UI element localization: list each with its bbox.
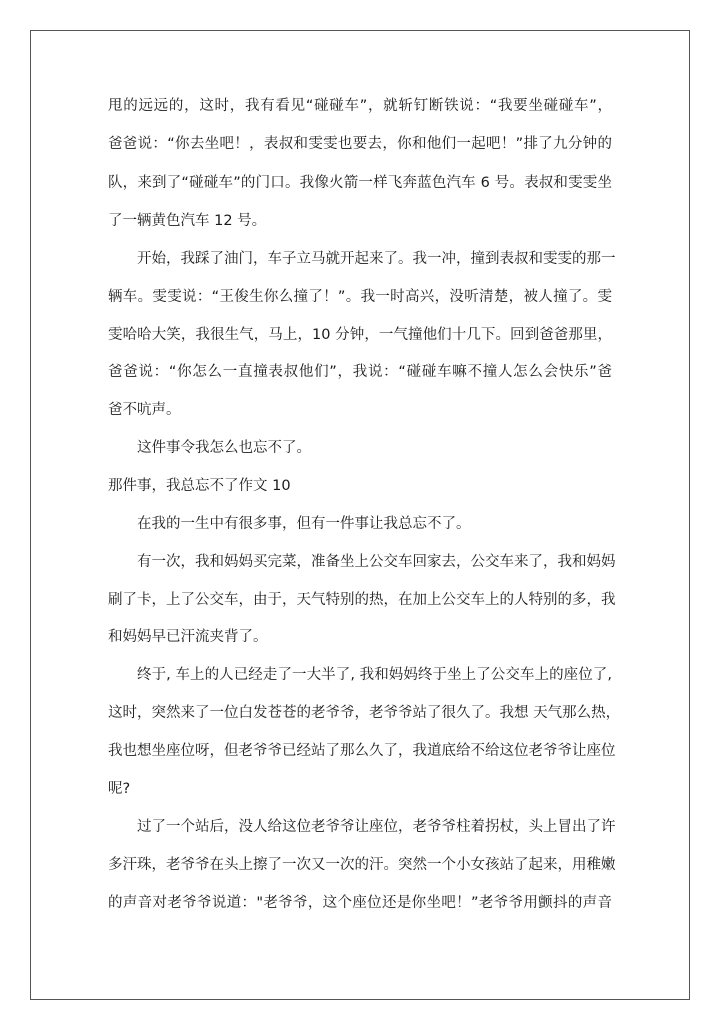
text-line: 的声音对老爷爷说道："老爷爷，这个座位还是你坐吧！”老爷爷用颤抖的声音 [108, 895, 612, 911]
text-line: 甩的远远的，这时，我有看见“碰碰车”，就斩钉断铁说：“我要坐碰碰车”， [108, 98, 612, 114]
text-line: 有一次，我和妈妈买完菜，准备坐上公交车回家去，公交车来了，我和妈妈 [137, 554, 616, 570]
text-line: 终于, 车上的人已经走了一大半了, 我和妈妈终于坐上了公交车上的座位了, [137, 667, 612, 683]
text-line: 队，来到了“碰碰车”的门口。我像火箭一样飞奔蓝色汽车 6 号。表叔和雯雯坐 [108, 175, 612, 191]
text-line: 刷了卡，上了公交车，由于，天气特别的热，在加上公交车上的人特别的多，我 [108, 592, 616, 608]
text-line: 这件事令我怎么也忘不了。 [137, 440, 311, 456]
text-line: 我也想坐座位呀，但老爷爷已经站了那么久了，我道底给不给这位老爷爷让座位 [108, 743, 616, 759]
text-line: 爸爸说：“你怎么一直撞表叔他们”，我说：“碰碰车嘛不撞人怎么会快乐”爸 [108, 364, 612, 380]
text-line: 爸爸说：“你去坐吧！，表叔和雯雯也要去，你和他们一起吧！”排了九分钟的 [108, 136, 612, 152]
text-line: 辆车。雯雯说：“王俊生你么撞了！”。我一时高兴，没听清楚，被人撞了。雯 [108, 289, 612, 305]
text-line: 这时，突然来了一位白发苍苍的老爷爷，老爷爷站了很久了。我想 天气那么热， [108, 705, 621, 721]
text-line: 多汗珠，老爷爷在头上擦了一次又一次的汗。突然一个小女孩站了起来，用稚嫩 [108, 857, 616, 873]
section-title: 那件事，我总忘不了作文 10 [108, 478, 291, 494]
text-line: 呢? [108, 781, 131, 797]
text-line: 在我的一生中有很多事，但有一件事让我总忘不了。 [137, 516, 471, 532]
text-line: 了一辆黄色汽车 12 号。 [108, 213, 267, 229]
text-line: 过了一个站后，没人给这位老爷爷让座位，老爷爷柱着拐杖，头上冒出了许 [137, 819, 616, 835]
text-line: 爸不吭声。 [108, 402, 181, 418]
text-line: 和妈妈早已汗流夹背了。 [108, 629, 268, 645]
text-line: 雯哈哈大笑，我很生气，马上，10 分钟，一气撞他们十几下。回到爸爸那里， [108, 327, 612, 343]
text-line: 开始，我踩了油门，车子立马就开起来了。我一冲，撞到表叔和雯雯的那一 [137, 251, 616, 267]
